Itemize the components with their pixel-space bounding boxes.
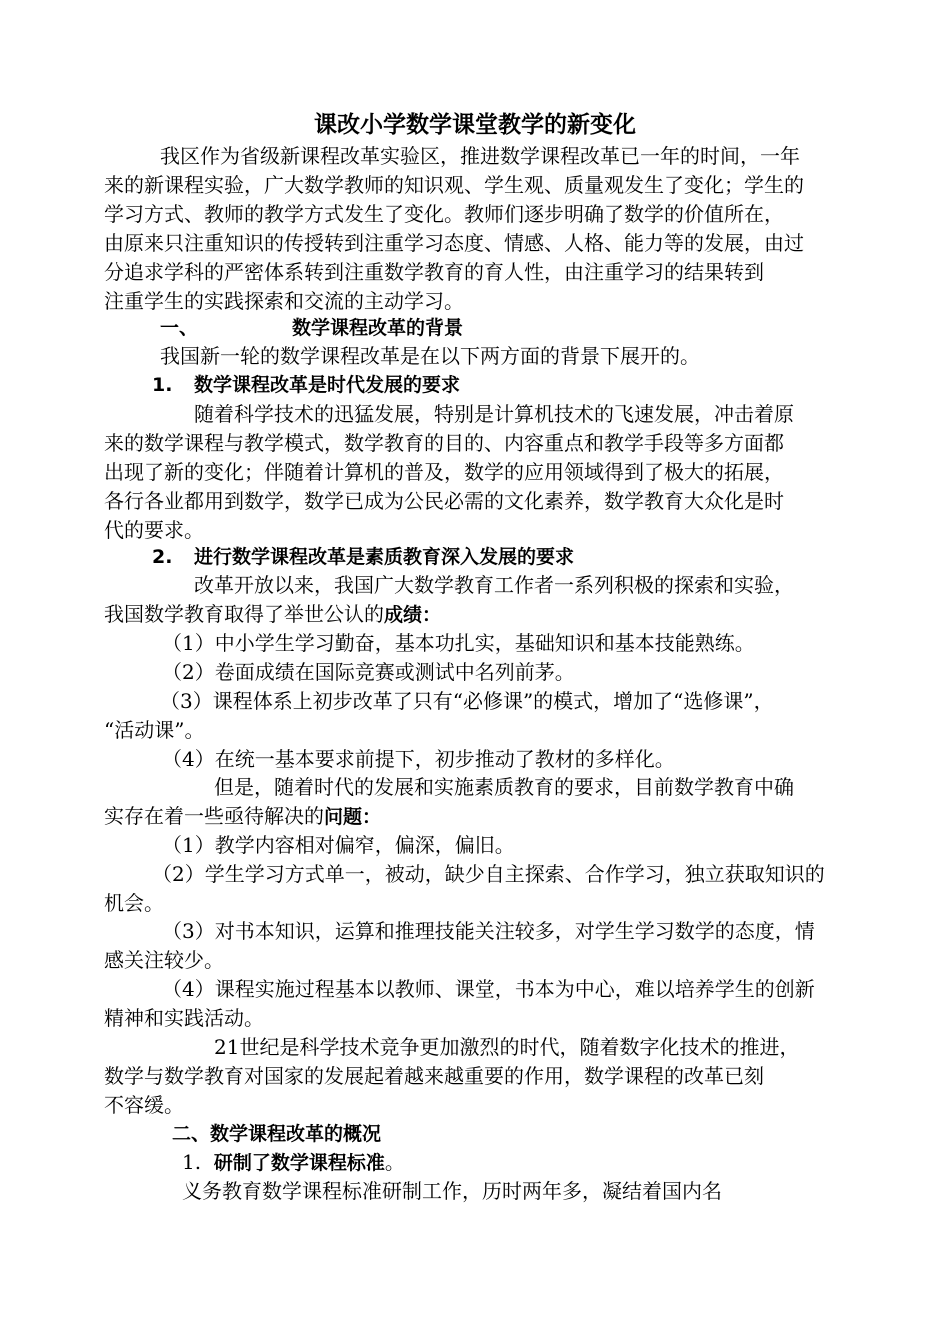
problem-item: （2）学生学习方式单一，被动，缺少自主探索、合作学习，独立获取知识的 <box>152 862 825 886</box>
intro-line: 来的新课程实验，广大数学教师的知识观、学生观、质量观发生了变化；学生的 <box>104 173 804 197</box>
problems-label: 问题： <box>324 806 382 828</box>
subsection-2-line: 改革开放以来，我国广大数学教育工作者一系列积极的探索和实验， <box>194 573 794 597</box>
subsection-1-heading: 数学课程改革是时代发展的要求 <box>194 374 461 396</box>
problem-item: （1）教学内容相对偏窄，偏深，偏旧。 <box>162 833 515 857</box>
achievements-label: 成绩： <box>384 604 442 626</box>
section-2-line: 义务教育数学课程标准研制工作，历时两年多，凝结着国内名 <box>182 1179 722 1203</box>
subsection-1-line: 代的要求。 <box>104 518 204 542</box>
subsection-1-line: 出现了新的变化；伴随着计算机的普及，数学的应用领域得到了极大的拓展， <box>104 460 784 484</box>
section-2-sub1-tail: 。 <box>384 1150 405 1174</box>
subsection-2-number: 2. <box>152 546 173 568</box>
section-2-sub1-heading: 研制了数学课程标准 <box>213 1152 385 1174</box>
problem-item: 感关注较少。 <box>104 948 224 972</box>
achievement-item: （3）课程体系上初步改革了只有“必修课”的模式，增加了“选修课”， <box>160 689 774 713</box>
section-1-heading: 数学课程改革的背景 <box>292 317 464 339</box>
subsection-1-line: 各行各业都用到数学，数学已成为公民必需的文化素养，数学教育大众化是时 <box>104 489 784 513</box>
problems-intro-line: 但是，随着时代的发展和实施素质教育的要求，目前数学教育中确 <box>214 775 794 799</box>
subsection-2-heading: 进行数学课程改革是素质教育深入发展的要求 <box>194 546 575 568</box>
problem-item: （4）课程实施过程基本以教师、课堂，书本为中心，难以培养学生的创新 <box>162 977 815 1001</box>
problems-lead: 实存在着一些亟待解决的 <box>104 804 324 828</box>
subsection-2-line <box>104 599 846 630</box>
section-2-heading: 二、数学课程改革的概况 <box>172 1123 382 1145</box>
subsection-1-line: 来的数学课程与教学模式，数学教育的目的、内容重点和教学手段等多方面都 <box>104 431 784 455</box>
section-1-number: 一、 <box>160 317 199 339</box>
achievement-item: （4）在统一基本要求前提下，初步推动了教材的多样化。 <box>162 747 675 771</box>
problem-item: （3）对书本知识，运算和推理技能关注较多，对学生学习数学的态度，情 <box>162 919 815 943</box>
section-1-lead: 我国新一轮的数学课程改革是在以下两方面的背景下展开的。 <box>160 344 700 368</box>
problem-item: 精神和实践活动。 <box>104 1006 264 1030</box>
achievements-lead: 我国数学教育取得了举世公认的 <box>104 602 384 626</box>
achievement-item: （2）卷面成绩在国际竞赛或测试中名列前茅。 <box>162 660 575 684</box>
achievement-item: （1）中小学生学习勤奋，基本功扎实，基础知识和基本技能熟练。 <box>162 631 755 655</box>
intro-line: 我区作为省级新课程改革实验区，推进数学课程改革已一年的时间，一年 <box>160 144 800 168</box>
section-2-sub1-number: 1. <box>182 1150 202 1174</box>
conclusion-line: 不容缓。 <box>104 1093 184 1117</box>
subsection-1-line: 随着科学技术的迅猛发展，特别是计算机技术的飞速发展，冲击着原 <box>194 402 794 426</box>
document-title: 课改小学数学课堂教学的新变化 <box>314 112 636 138</box>
problem-item: 机会。 <box>104 891 164 915</box>
problems-intro-line <box>104 801 846 832</box>
conclusion-line: 数学与数学教育对国家的发展起着越来越重要的作用，数学课程的改革已刻 <box>104 1064 764 1088</box>
achievement-item: “活动课”。 <box>104 718 205 742</box>
section-2-subheading <box>182 1147 782 1178</box>
intro-line: 由原来只注重知识的传授转到注重学习态度、情感、人格、能力等的发展，由过 <box>104 231 804 255</box>
intro-line: 学习方式、教师的教学方式发生了变化。教师们逐步明确了数学的价值所在， <box>104 202 784 226</box>
intro-line: 注重学生的实践探索和交流的主动学习。 <box>104 289 464 313</box>
conclusion-line: 21世纪是科学技术竞争更加激烈的时代，随着数字化技术的推进， <box>214 1035 800 1059</box>
subsection-1-number: 1. <box>152 374 173 396</box>
intro-line: 分追求学科的严密体系转到注重数学教育的育人性，由注重学习的结果转到 <box>104 260 764 284</box>
